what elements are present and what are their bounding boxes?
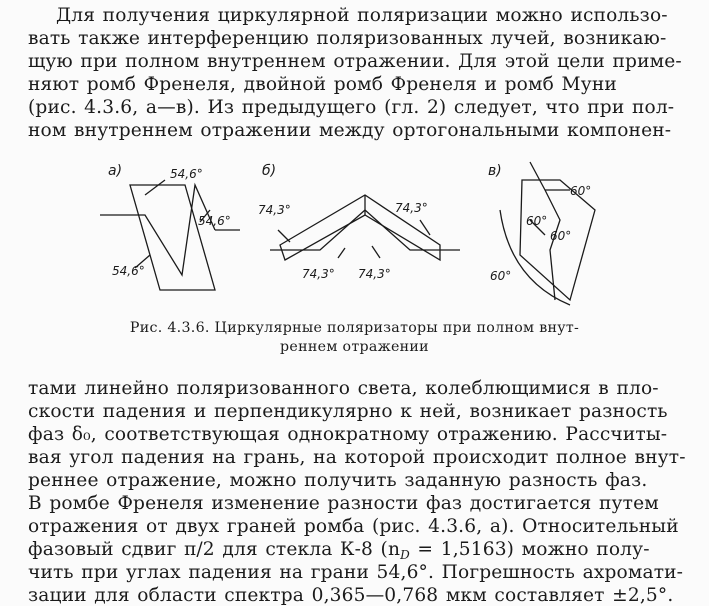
angle-label: 54,6°	[170, 167, 203, 181]
text-line: реннее отражение, можно получить заданную разность фаз.	[28, 470, 648, 491]
text-line: щую при полном внутреннем отражении. Для этой цели приме-	[28, 51, 682, 72]
angle-marker	[278, 230, 290, 242]
text-line: тами линейно поляризованного света, колеблющимися в пло-	[28, 378, 659, 399]
text-line: чить при углах падения на грани 54,6°. Погрешность ахромати-	[28, 562, 684, 583]
panel-label-c: в)	[488, 163, 502, 179]
angle-marker	[145, 180, 165, 195]
figure-caption-line: Рис. 4.3.6. Циркулярные поляризаторы при полном внут-	[129, 320, 580, 336]
angle-label: 74,3°	[358, 267, 391, 281]
text-line-formula	[28, 539, 650, 562]
figure-circular-polarizers	[90, 150, 630, 320]
formula-subscript: D	[400, 548, 410, 562]
angle-label: 60°	[550, 229, 572, 243]
formula-suffix: = 1,5163) можно полу-	[409, 539, 650, 560]
angle-label: 60°	[570, 184, 592, 198]
text-line: фаз δ₀, соответствующая однократному отражению. Рассчиты-	[28, 424, 668, 445]
light-ray-b	[270, 210, 460, 250]
angle-marker	[338, 248, 345, 258]
angle-label: 74,3°	[302, 267, 335, 281]
figure-caption-line: реннем отражении	[280, 339, 429, 355]
panel-label-a: а)	[108, 163, 123, 179]
panel-label-b: б)	[262, 163, 277, 179]
text-line: отражения от двух граней ромба (рис. 4.3.6, а). Относительный	[28, 516, 679, 537]
text-line: вать также интерференцию поляризованных лучей, возникаю-	[28, 28, 667, 49]
angle-label: 60°	[490, 269, 512, 283]
angle-marker	[372, 246, 380, 258]
text-line: В ромбе Френеля изменение разности фаз достигается путем	[28, 493, 659, 514]
text-line: скости падения и перпендикулярно к ней, возникает разность	[28, 401, 668, 422]
text-line: зации для области спектра 0,365—0,768 мкм составляет ±2,5°.	[28, 585, 674, 606]
text-line: (рис. 4.3.6, а—в). Из предыдущего (гл. 2) следует, что при пол-	[28, 97, 675, 118]
angle-label: 74,3°	[395, 201, 428, 215]
text-line: няют ромб Френеля, двойной ромб Френеля и ромб Муни	[28, 74, 617, 95]
angle-label: 54,6°	[198, 214, 231, 228]
text-line: вая угол падения на грань, на которой происходит полное внут-	[28, 447, 686, 468]
angle-label: 74,3°	[258, 203, 291, 217]
text-line: Для получения циркулярной поляризации можно использо-	[56, 5, 668, 26]
text-line: ном внутреннем отражении между ортогональными компонен-	[28, 120, 672, 141]
angle-label: 54,6°	[112, 264, 145, 278]
angle-label: 60°	[526, 214, 548, 228]
formula-prefix: фазовый сдвиг π/2 для стекла К-8 (n	[28, 539, 401, 560]
